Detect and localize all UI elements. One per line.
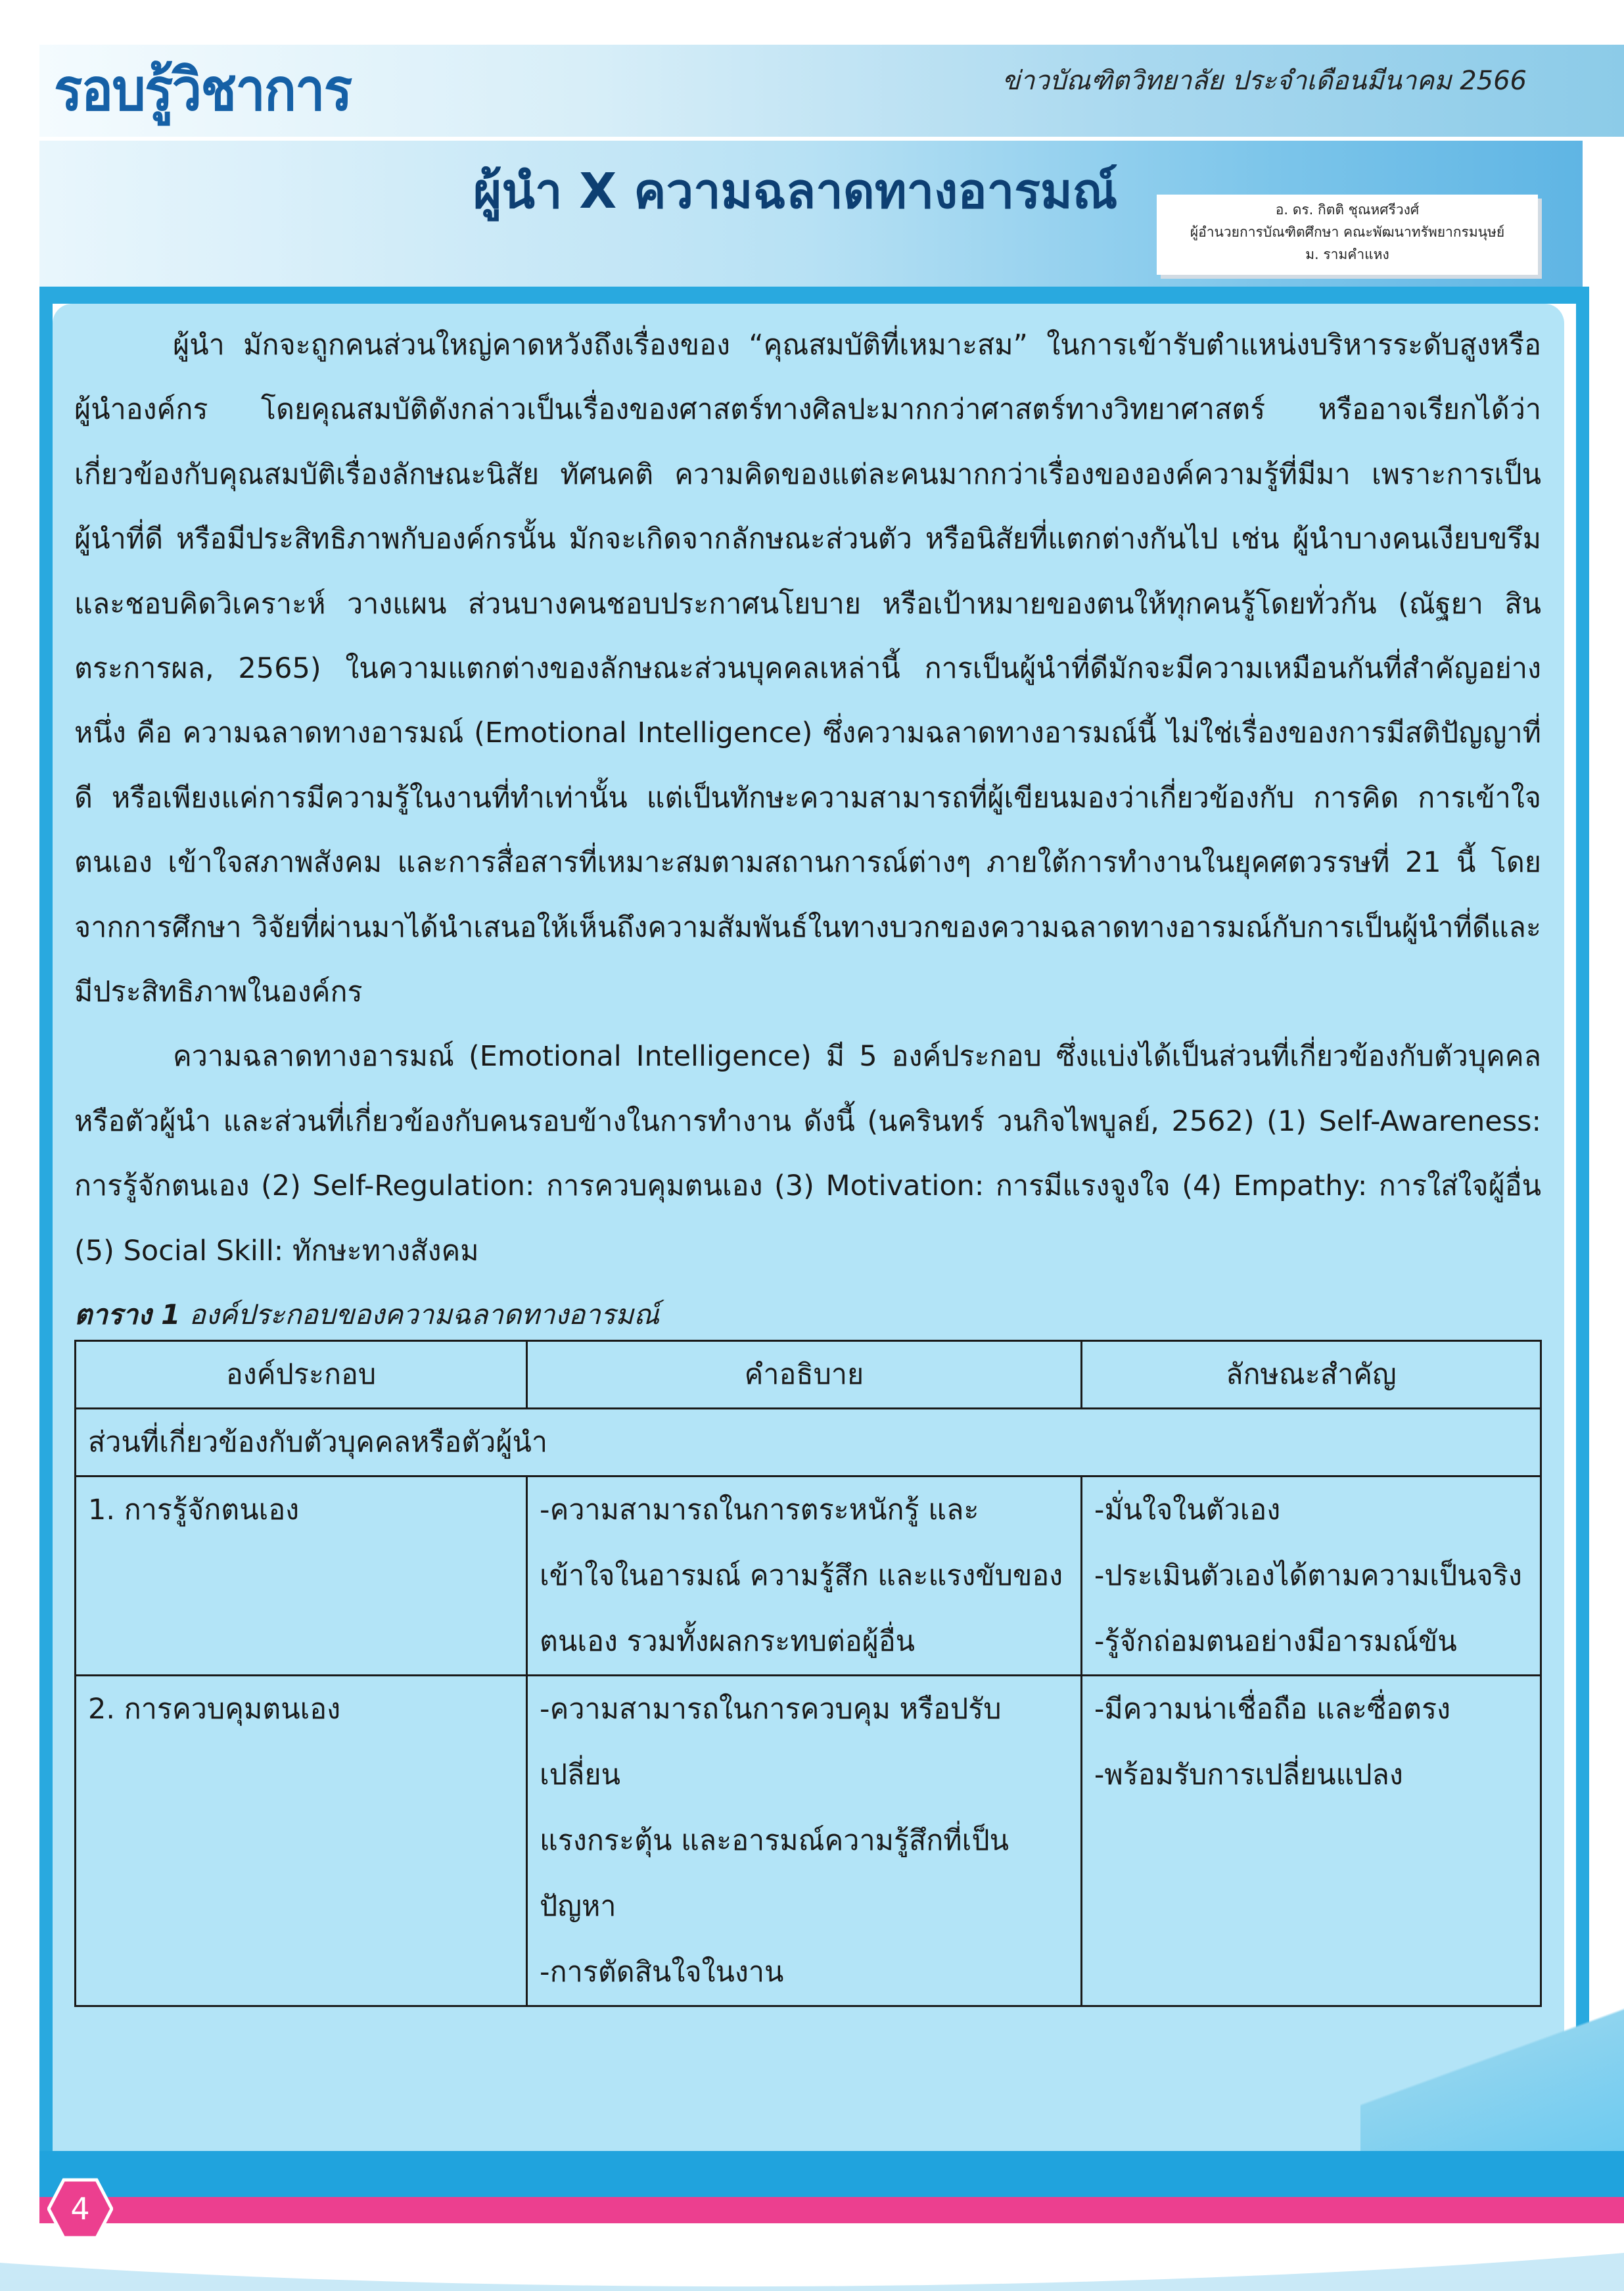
cell-line: -รู้จักถ่อมตนอย่างมีอารมณ์ขัน — [1094, 1625, 1457, 1658]
author-affiliation: ม. รามคำแหง — [1305, 247, 1389, 262]
table-cell-component: 2. การควบคุมตนเอง — [76, 1676, 527, 2006]
table-group-row — [76, 1409, 1541, 1476]
author-position: ผู้อำนวยการบัณฑิตศึกษา คณะพัฒนาทรัพยากรมนุษย์ — [1190, 224, 1505, 240]
table-cell-traits — [1081, 1676, 1541, 2006]
table-cell-description — [527, 1476, 1082, 1676]
table-cell-description — [527, 1676, 1082, 2006]
cell-line: -ประเมินตัวเองได้ตามความเป็นจริง — [1094, 1559, 1522, 1592]
page-number-badge — [47, 2176, 113, 2242]
footer-blue-stripe — [39, 2151, 1624, 2197]
cell-line: แรงกระตุ้น และอารมณ์ความรู้สึกที่เป็นปัญหา — [540, 1824, 1009, 1923]
footer-accent-shape — [1360, 2005, 1624, 2156]
page-number: 4 — [70, 2191, 90, 2227]
article-body — [74, 313, 1541, 1283]
table-caption — [74, 1295, 659, 1334]
table-header: ลักษณะสำคัญ — [1081, 1341, 1541, 1409]
cell-line: ตนเอง รวมทั้งผลกระทบต่อผู้อื่น — [540, 1625, 916, 1658]
cell-line: -การตัดสินใจในงาน — [540, 1956, 784, 1989]
issue-label: ข่าวบัณฑิตวิทยาลัย ประจำเดือนมีนาคม 2566 — [1002, 66, 1527, 96]
paragraph: ผู้นำ มักจะถูกคนส่วนใหญ่คาดหวังถึงเรื่องของ “คุณสมบัติที่เหมาะสม” ในการเข้ารับตำแหน่งบริหารระดับสูงหรือผู้นำองค์กร โดยคุณสมบัติดังกล่าวเป็นเรื่องของศาสตร์ทางศิลปะมากกว่าศาสตร์ทางวิทยาศาสตร์ หรืออาจเรียกได้ว่าเกี่ยวข้องกับคุณสมบัติเรื่องลักษณะนิสัย ทัศนคติ ความคิดของแต่ละคนมากกว่าเรื่องขององค์ความรู้ที่มีมา เพราะการเป็นผู้นำที่ดี หรือมีประสิทธิภาพกับองค์กรนั้น มักจะเกิดจากลักษณะส่วนตัว หรือนิสัยที่แตกต่างกันไป เช่น ผู้นำบางคนเงียบขรึมและชอบคิดวิเคราะห์ วางแผน ส่วนบางคนชอบประกาศนโยบาย หรือเป้าหมายของตนให้ทุกคนรู้โดยทั่วกัน (ณัฐยา สินตระการผล, 2565) ในความแตกต่างของลักษณะส่วนบุคคลเหล่านี้ การเป็นผู้นำที่ดีมักจะมีความเหมือนกันที่สำคัญอย่างหนึ่ง คือ ความฉลาดทางอารมณ์ (Emotional Intelligence) ซึ่งความฉลาดทางอารมณ์นี้ ไม่ใช่เรื่องของการมีสติปัญญาที่ดี หรือเพียงแค่การมีความรู้ในงานที่ทำเท่านั้น แต่เป็นทักษะความสามารถที่ผู้เขียนมองว่าเกี่ยวข้องกับ การคิด การเข้าใจตนเอง เข้าใจสภาพสังคม และการสื่อสารที่เหมาะสมตามสถานการณ์ต่างๆ ภายใต้การทำงานในยุคศตวรรษที่ 21 นี้ โดยจากการศึกษา วิจัยที่ผ่านมาได้นำเสนอให้เห็นถึงความสัมพันธ์ในทางบวกของความฉลาดทางอารมณ์กับการเป็นผู้นำที่ดีและมีประสิทธิภาพในองค์กร — [74, 329, 1541, 1009]
table-header-row — [76, 1341, 1541, 1409]
table-row — [76, 1476, 1541, 1676]
components-table — [74, 1340, 1542, 2007]
panel-right-border — [1576, 287, 1589, 2154]
footer-wave — [0, 2223, 1624, 2291]
table-header: คำอธิบาย — [527, 1341, 1082, 1409]
table-cell-component: 1. การรู้จักตนเอง — [76, 1476, 527, 1676]
article-title: ผู้นำ X ความฉลาดทางอารมณ์ — [473, 163, 1118, 220]
cell-line: -พร้อมรับการเปลี่ยนแปลง — [1094, 1759, 1403, 1791]
cell-line: เข้าใจในอารมณ์ ความรู้สึก และแรงขับของ — [540, 1559, 1063, 1592]
section-title: รอบรู้วิชาการ — [54, 56, 352, 124]
cell-line: -ความสามารถในการตระหนักรู้ และ — [540, 1494, 979, 1526]
cell-line: -มั่นใจในตัวเอง — [1094, 1494, 1281, 1526]
cell-line: -ความสามารถในการควบคุม หรือปรับเปลี่ยน — [540, 1693, 1002, 1791]
cell-line: -มีความน่าเชื่อถือ และซื่อตรง — [1094, 1693, 1451, 1726]
panel-top-border — [53, 287, 1576, 304]
table-caption-label: ตาราง 1 — [74, 1298, 181, 1331]
table-group-label: ส่วนที่เกี่ยวข้องกับตัวบุคคลหรือตัวผู้นำ — [76, 1409, 1541, 1476]
footer-pink-stripe — [39, 2197, 1624, 2223]
table-header: องค์ประกอบ — [76, 1341, 527, 1409]
author-box — [1157, 195, 1538, 275]
table-row — [76, 1676, 1541, 2006]
table-cell-traits — [1081, 1476, 1541, 1676]
author-name: อ. ดร. กิตติ ชุณหศรีวงศ์ — [1275, 202, 1420, 218]
panel-left-border — [39, 287, 53, 2154]
paragraph: ความฉลาดทางอารมณ์ (Emotional Intelligence) มี 5 องค์ประกอบ ซึ่งแบ่งได้เป็นส่วนที่เกี่ยวข้องกับตัวบุคคลหรือตัวผู้นำ และส่วนที่เกี่ยวข้องกับคนรอบข้างในการทำงาน ดังนี้ (นครินทร์ วนกิจไพบูลย์, 2562) (1) Self-Awareness: การรู้จักตนเอง (2) Self-Regulation: การควบคุมตนเอง (3) Motivation: การมีแรงจูงใจ (4) Empathy: การใส่ใจผู้อื่น (5) Social Skill: ทักษะทางสังคม — [74, 1040, 1541, 1267]
table-caption-text: องค์ประกอบของความฉลาดทางอารมณ์ — [189, 1298, 660, 1331]
